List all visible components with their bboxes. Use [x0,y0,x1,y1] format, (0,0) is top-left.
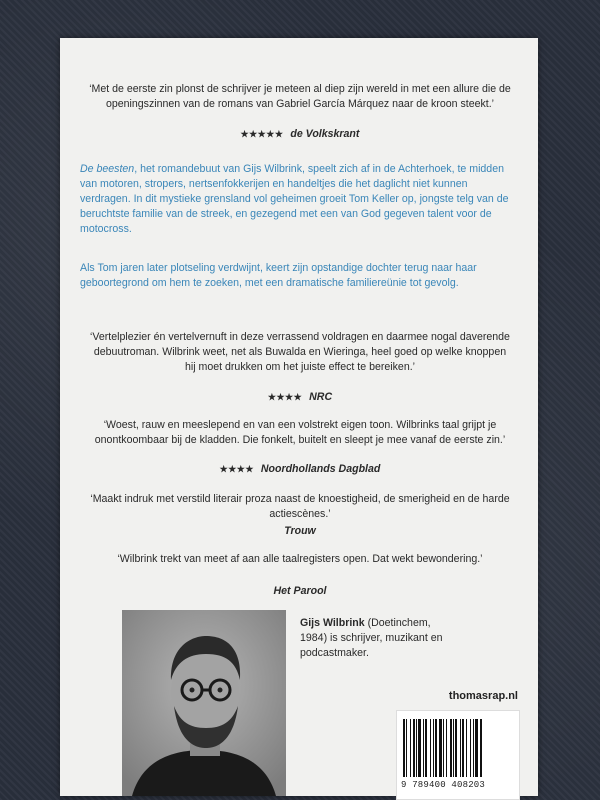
author-name: Gijs Wilbrink [300,617,365,629]
rating-volkskrant [80,127,520,142]
barcode-bar [418,719,421,777]
author-bio-text: (Doetinchem, 1984) is schrijver, muzikant en podcastmaker. [300,617,443,659]
source-noordhollands-dagblad: Noordhollands Dagblad [260,463,381,475]
barcode-bar [406,719,407,777]
quote-noordhollands-dagblad: ‘Woest, rauw en meeslepend en van een volstrekt eigen toon. Wilbrinks taal grijpt je onontkoombaar bij de kladden. Die fonkelt, buitelt en sleept je mee vanaf de eerste zin.’ [94,419,506,446]
barcode-bar [473,719,474,777]
barcode-bar [416,719,417,777]
quote-het-parool: ‘Wilbrink trekt van meet af aan alle taalregisters open. Dat wekt bewondering.’ [117,553,483,565]
publisher-url: thomasrap.nl [448,690,518,702]
barcode-bar [425,719,427,777]
barcode-bars [403,719,513,777]
quote-trouw: ‘Maakt indruk met verstild literair proza naast de knoestigheid, de smerigheid en de harde actiescènes.’ [90,493,510,520]
barcode-bar [475,719,478,777]
book-title: De beesten [80,163,135,175]
barcode-bar [455,719,457,777]
barcode-bar [433,719,434,777]
stars-icon: ★★★★ [219,464,254,474]
barcode-bar [446,719,447,777]
barcode-bar [462,719,464,777]
quote-volkskrant: ‘Met de eerste zin plonst de schrijver je meteen al diep zijn wereld in met een allure die de openingszinnen van de romans van Gabriel García Márquez naar de kroon steekt.’ [89,83,511,110]
barcode-bar [443,719,444,777]
source-het-parool: Het Parool [273,585,327,597]
source-trouw: Trouw [284,525,316,537]
blurb-paragraph-2: Als Tom jaren later plotseling verdwijnt, keert zijn opstandige dochter terug naar haar geboortegrond om hem te zoeken, met een dramatische familiereünie tot gevolg. [80,262,477,289]
barcode-bar [403,719,405,777]
author-bio [300,616,450,661]
barcode [396,710,520,800]
barcode-bar [435,719,437,777]
barcode-bar [423,719,424,777]
barcode-bar [413,719,415,777]
barcode-bar [430,719,431,777]
source-volkskrant: de Volkskrant [290,128,360,140]
barcode-bar [450,719,452,777]
blurb-text-1: , het romandebuut van Gijs Wilbrink, speelt zich af in de Achterhoek, te midden van motoren, stropers, nertsenfokkerijen en handeltjes die het daglicht niet kunnen verdragen. In dit mystieke grensland vol geheimen groeit Tom Keller op, jongste telg van de beruchtste familie van de streek, en gezegend met een van God gegeven talent voor de motocross. [80,163,509,235]
barcode-bar [410,719,411,777]
barcode-bar [453,719,454,777]
quote-nrc: ‘Vertelplezier én vertelvernuft in deze verrassend voldragen en daarmee nogal daverende debuutroman. Wilbrink weet, net als Buwalda en Wieringa, heel goed op welke knoppen hij moet drukken om het juiste effect te bereiken.’ [90,331,510,373]
barcode-bar [466,719,467,777]
barcode-bar [480,719,482,777]
stars-icon: ★★★★ [267,392,303,402]
barcode-bar [460,719,461,777]
barcode-bar [439,719,442,777]
author-photo [122,610,286,796]
blurb-paragraph-1 [80,162,520,237]
stars-icon: ★★★★★ [240,129,284,139]
book-back-cover [60,38,538,796]
source-nrc: NRC [309,391,333,403]
barcode-bar [470,719,471,777]
rating-noordhollands-dagblad [90,462,510,477]
author-portrait-illustration [122,610,286,796]
isbn-number: 9 789400 408203 [401,780,486,790]
rating-nrc [90,390,510,405]
